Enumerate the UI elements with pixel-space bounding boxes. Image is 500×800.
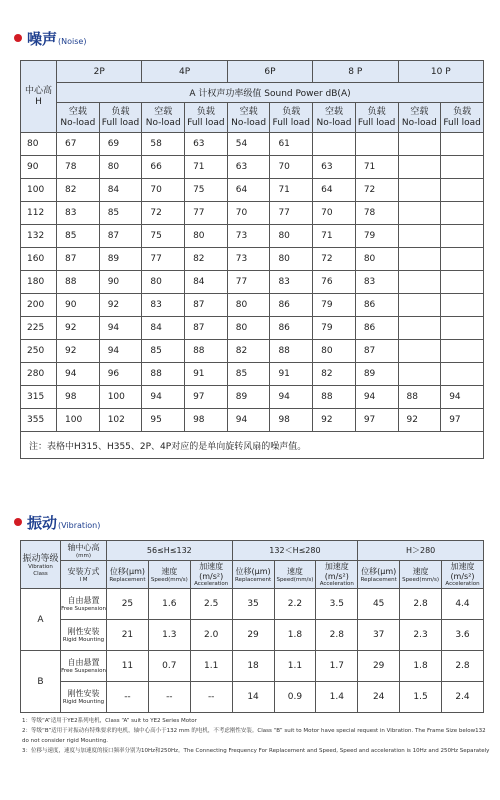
- noload-header: 空载 No-load: [142, 103, 185, 133]
- table-row: [21, 202, 484, 225]
- center-height-cell: 355: [21, 409, 57, 432]
- noise-value-cell: 79: [313, 317, 356, 340]
- vibration-value-cell: 0.9: [274, 682, 316, 713]
- mounting-cell: 刚性安装 Rigid Mounting: [61, 620, 107, 651]
- vibration-value-cell: 2.3: [400, 620, 442, 651]
- table-row: [21, 317, 484, 340]
- noise-value-cell: 85: [99, 202, 142, 225]
- vibration-value-cell: --: [148, 682, 190, 713]
- noise-value-cell: [355, 133, 398, 156]
- center-height-cell: 200: [21, 294, 57, 317]
- noise-value-cell: 84: [99, 179, 142, 202]
- vibration-value-cell: 1.1: [190, 651, 232, 682]
- noise-value-cell: 88: [57, 271, 100, 294]
- noise-value-cell: 86: [355, 294, 398, 317]
- mounting-cell: 刚性安装 Rigid Mounting: [61, 682, 107, 713]
- vibration-value-cell: 29: [232, 620, 274, 651]
- noise-value-cell: 86: [355, 317, 398, 340]
- vibration-value-cell: 2.8: [316, 620, 358, 651]
- noise-value-cell: 102: [99, 409, 142, 432]
- noise-value-cell: 82: [227, 340, 270, 363]
- vibration-table: [20, 540, 484, 713]
- noload-header: 空载 No-load: [398, 103, 441, 133]
- vibration-value-cell: 29: [358, 651, 400, 682]
- noise-value-cell: 84: [185, 271, 228, 294]
- table-row: [21, 620, 484, 651]
- vibration-value-cell: 14: [232, 682, 274, 713]
- vibration-value-cell: 2.0: [190, 620, 232, 651]
- noise-value-cell: 80: [355, 248, 398, 271]
- vibration-value-cell: 1.1: [274, 651, 316, 682]
- vibration-value-cell: 2.8: [442, 651, 484, 682]
- noise-value-cell: [441, 133, 484, 156]
- pole-header: 4P: [142, 61, 227, 83]
- noise-value-cell: [441, 271, 484, 294]
- noise-value-cell: 91: [185, 363, 228, 386]
- noise-value-cell: 75: [142, 225, 185, 248]
- center-height-cell: 112: [21, 202, 57, 225]
- table-row: [21, 225, 484, 248]
- noise-value-cell: 94: [270, 386, 313, 409]
- noise-value-cell: 89: [355, 363, 398, 386]
- speed-header: 速度 Speed(mm/s): [274, 561, 316, 589]
- center-height-cell: 315: [21, 386, 57, 409]
- noise-value-cell: 76: [313, 271, 356, 294]
- vibration-value-cell: 4.4: [442, 589, 484, 620]
- noise-value-cell: 80: [227, 294, 270, 317]
- noise-value-cell: 87: [185, 317, 228, 340]
- mounting-cell: 自由悬置 Free Suspension: [61, 589, 107, 620]
- vibration-value-cell: 1.5: [400, 682, 442, 713]
- noise-value-cell: 72: [355, 179, 398, 202]
- vibration-note: do not consider rigid Mounting.: [22, 738, 109, 744]
- noise-value-cell: [398, 340, 441, 363]
- table-row: [21, 133, 484, 156]
- vibration-value-cell: 2.4: [442, 682, 484, 713]
- acceleration-header: 加速度(m/s²) Acceleration: [316, 561, 358, 589]
- vibration-value-cell: 35: [232, 589, 274, 620]
- noise-value-cell: 72: [142, 202, 185, 225]
- noise-value-cell: 83: [57, 202, 100, 225]
- noise-value-cell: 94: [57, 363, 100, 386]
- noise-value-cell: 63: [313, 156, 356, 179]
- vibration-value-cell: --: [190, 682, 232, 713]
- vibration-value-cell: 2.2: [274, 589, 316, 620]
- noise-value-cell: 80: [99, 156, 142, 179]
- noise-value-cell: 79: [313, 294, 356, 317]
- noise-value-cell: [398, 133, 441, 156]
- noise-value-cell: 98: [270, 409, 313, 432]
- noise-value-cell: 97: [185, 386, 228, 409]
- vibration-note: 3：位移与速度，速度与加速度的接口频率分别为10Hz和250Hz。The Connecting Frequency For Replacement and Speed, Speed and acceleration is 10Hz and 250Hz Separately: [22, 748, 490, 754]
- vibration-value-cell: 25: [107, 589, 149, 620]
- noise-value-cell: 80: [142, 271, 185, 294]
- vibration-value-cell: 1.6: [148, 589, 190, 620]
- noise-value-cell: 70: [227, 202, 270, 225]
- noise-value-cell: 92: [313, 409, 356, 432]
- noise-value-cell: 90: [99, 271, 142, 294]
- noise-value-cell: [441, 248, 484, 271]
- noise-value-cell: 61: [270, 133, 313, 156]
- noise-value-cell: [441, 317, 484, 340]
- noload-header: 空载 No-load: [57, 103, 100, 133]
- noise-value-cell: [398, 363, 441, 386]
- noise-value-cell: 78: [355, 202, 398, 225]
- table-row: [21, 651, 484, 682]
- noise-value-cell: [398, 294, 441, 317]
- center-height-cell: 132: [21, 225, 57, 248]
- vibration-value-cell: 1.7: [316, 651, 358, 682]
- noise-value-cell: 88: [398, 386, 441, 409]
- table-row: [21, 589, 484, 620]
- fullload-header: 负载 Full load: [441, 103, 484, 133]
- noise-value-cell: [441, 202, 484, 225]
- range-header: 132＜H≤280: [232, 541, 358, 561]
- center-height-cell: 280: [21, 363, 57, 386]
- vibration-value-cell: --: [107, 682, 149, 713]
- noise-value-cell: 72: [313, 248, 356, 271]
- noise-value-cell: 86: [270, 294, 313, 317]
- pole-header: 8 P: [313, 61, 398, 83]
- noise-value-cell: 75: [185, 179, 228, 202]
- noise-value-cell: 80: [270, 225, 313, 248]
- table-row: [21, 386, 484, 409]
- noise-value-cell: 77: [227, 271, 270, 294]
- noise-value-cell: 83: [355, 271, 398, 294]
- table-row: [21, 271, 484, 294]
- vibration-value-cell: 24: [358, 682, 400, 713]
- noise-value-cell: [398, 317, 441, 340]
- noise-value-cell: [441, 179, 484, 202]
- noise-value-cell: 92: [57, 340, 100, 363]
- table-row: [21, 156, 484, 179]
- noise-value-cell: 58: [142, 133, 185, 156]
- range-header: 56≤H≤132: [107, 541, 233, 561]
- noise-value-cell: 83: [142, 294, 185, 317]
- noise-value-cell: 63: [227, 156, 270, 179]
- vibration-value-cell: 18: [232, 651, 274, 682]
- pole-header: 10 P: [398, 61, 484, 83]
- noise-value-cell: [313, 133, 356, 156]
- noise-note: 注：表格中H315、H355、2P、4P对应的是单向旋转风扇的噪声值。: [21, 432, 484, 459]
- red-dot-icon: [14, 34, 22, 42]
- noise-value-cell: 82: [313, 363, 356, 386]
- noise-value-cell: 94: [355, 386, 398, 409]
- table-row: [21, 409, 484, 432]
- noload-header: 空载 No-load: [227, 103, 270, 133]
- center-height-cell: 250: [21, 340, 57, 363]
- center-height-cell: 225: [21, 317, 57, 340]
- table-row: [21, 248, 484, 271]
- noise-title-cn: 噪声: [27, 30, 58, 48]
- sound-power-header: A 计权声功率级值 Sound Power dB(A): [57, 83, 484, 103]
- noise-value-cell: 84: [142, 317, 185, 340]
- noise-value-cell: 77: [270, 202, 313, 225]
- noise-value-cell: 88: [142, 363, 185, 386]
- install-method-header: 安装方式 I M: [61, 561, 107, 589]
- vibration-value-cell: 21: [107, 620, 149, 651]
- noise-value-cell: 85: [227, 363, 270, 386]
- fullload-header: 负载 Full load: [185, 103, 228, 133]
- mounting-cell: 自由悬置 Free Suspension: [61, 651, 107, 682]
- noise-value-cell: 79: [355, 225, 398, 248]
- vibration-section-title: [14, 512, 100, 533]
- vibration-note: 1：等级“A”适用于YE2系列电机，Class “A” suit to YE2 Series Motor: [22, 718, 197, 724]
- noise-value-cell: 64: [227, 179, 270, 202]
- vibration-value-cell: 1.8: [274, 620, 316, 651]
- noise-value-cell: 67: [57, 133, 100, 156]
- noise-value-cell: 77: [185, 202, 228, 225]
- axis-height-header: 轴中心高 (mm): [61, 541, 107, 561]
- center-height-cell: 90: [21, 156, 57, 179]
- noise-value-cell: 89: [99, 248, 142, 271]
- noise-value-cell: [398, 156, 441, 179]
- fullload-header: 负载 Full load: [355, 103, 398, 133]
- noise-value-cell: 70: [313, 202, 356, 225]
- noise-value-cell: [398, 225, 441, 248]
- noise-title-en: (Noise): [58, 37, 87, 46]
- noise-value-cell: 69: [99, 133, 142, 156]
- noise-value-cell: 70: [270, 156, 313, 179]
- noise-value-cell: 71: [185, 156, 228, 179]
- noise-value-cell: 98: [185, 409, 228, 432]
- range-header: H＞280: [358, 541, 484, 561]
- noise-value-cell: 86: [270, 317, 313, 340]
- speed-header: 速度 Speed(mm/s): [148, 561, 190, 589]
- vibration-class-header: 振动等级 Vibration Class: [21, 541, 61, 589]
- acceleration-header: 加速度(m/s²) Acceleration: [190, 561, 232, 589]
- noise-value-cell: 71: [270, 179, 313, 202]
- noise-value-cell: [441, 225, 484, 248]
- center-height-cell: 160: [21, 248, 57, 271]
- vibration-value-cell: 3.5: [316, 589, 358, 620]
- displacement-header: 位移(μm) Replacement: [232, 561, 274, 589]
- noise-table: [20, 60, 484, 459]
- table-row: [21, 363, 484, 386]
- noise-value-cell: 77: [142, 248, 185, 271]
- table-row: [21, 340, 484, 363]
- noise-value-cell: 100: [57, 409, 100, 432]
- noise-value-cell: 54: [227, 133, 270, 156]
- noise-value-cell: 97: [355, 409, 398, 432]
- noise-value-cell: 96: [99, 363, 142, 386]
- vibration-value-cell: 3.6: [442, 620, 484, 651]
- noise-value-cell: 70: [142, 179, 185, 202]
- noise-value-cell: [441, 340, 484, 363]
- noise-value-cell: 73: [227, 225, 270, 248]
- noise-value-cell: 94: [227, 409, 270, 432]
- noise-value-cell: [398, 248, 441, 271]
- displacement-header: 位移(μm) Replacement: [358, 561, 400, 589]
- acceleration-header: 加速度(m/s²) Acceleration: [442, 561, 484, 589]
- noise-value-cell: 94: [441, 386, 484, 409]
- vibration-notes: [22, 716, 492, 756]
- noise-value-cell: [398, 202, 441, 225]
- noise-value-cell: [441, 156, 484, 179]
- center-height-cell: 180: [21, 271, 57, 294]
- table-row: [21, 179, 484, 202]
- displacement-header: 位移(μm) Replacement: [107, 561, 149, 589]
- noise-section-title: [14, 28, 86, 49]
- center-height-cell: 100: [21, 179, 57, 202]
- vibration-value-cell: 11: [107, 651, 149, 682]
- noise-value-cell: 82: [57, 179, 100, 202]
- noise-value-cell: 92: [57, 317, 100, 340]
- vibration-value-cell: 45: [358, 589, 400, 620]
- noise-value-cell: [398, 179, 441, 202]
- noise-value-cell: 91: [270, 363, 313, 386]
- noise-value-cell: 92: [99, 294, 142, 317]
- noise-value-cell: 87: [57, 248, 100, 271]
- noise-value-cell: 80: [313, 340, 356, 363]
- red-dot-icon: [14, 518, 22, 526]
- vibration-value-cell: 2.8: [400, 589, 442, 620]
- noise-value-cell: 94: [142, 386, 185, 409]
- vibration-value-cell: 1.3: [148, 620, 190, 651]
- center-height-header: 中心高 H: [21, 61, 57, 133]
- noise-value-cell: 71: [355, 156, 398, 179]
- fullload-header: 负载 Full load: [270, 103, 313, 133]
- vibration-class-cell: A: [21, 589, 61, 651]
- speed-header: 速度 Speed(mm/s): [400, 561, 442, 589]
- vibration-class-cell: B: [21, 651, 61, 713]
- noise-value-cell: 88: [270, 340, 313, 363]
- vibration-title-en: (Vibration): [58, 521, 101, 530]
- vibration-value-cell: 1.4: [316, 682, 358, 713]
- noise-value-cell: 80: [227, 317, 270, 340]
- fullload-header: 负载 Full load: [99, 103, 142, 133]
- noise-value-cell: 80: [270, 248, 313, 271]
- noise-value-cell: 73: [227, 248, 270, 271]
- vibration-value-cell: 0.7: [148, 651, 190, 682]
- noise-value-cell: [441, 363, 484, 386]
- table-row: [21, 682, 484, 713]
- vibration-value-cell: 2.5: [190, 589, 232, 620]
- noise-value-cell: 87: [99, 225, 142, 248]
- noise-value-cell: [398, 271, 441, 294]
- noise-value-cell: 85: [142, 340, 185, 363]
- noise-value-cell: 87: [185, 294, 228, 317]
- noise-value-cell: 98: [57, 386, 100, 409]
- vibration-value-cell: 1.8: [400, 651, 442, 682]
- noise-value-cell: 83: [270, 271, 313, 294]
- center-height-cell: 80: [21, 133, 57, 156]
- vibration-title-cn: 振动: [27, 514, 58, 532]
- noise-value-cell: 95: [142, 409, 185, 432]
- noise-value-cell: 89: [227, 386, 270, 409]
- noload-header: 空载 No-load: [313, 103, 356, 133]
- noise-value-cell: 97: [441, 409, 484, 432]
- noise-value-cell: 71: [313, 225, 356, 248]
- noise-value-cell: 88: [313, 386, 356, 409]
- noise-value-cell: 100: [99, 386, 142, 409]
- noise-value-cell: [441, 294, 484, 317]
- noise-value-cell: 82: [185, 248, 228, 271]
- pole-header: 6P: [227, 61, 312, 83]
- noise-value-cell: 66: [142, 156, 185, 179]
- noise-value-cell: 87: [355, 340, 398, 363]
- noise-value-cell: 80: [185, 225, 228, 248]
- table-row: [21, 294, 484, 317]
- noise-value-cell: 63: [185, 133, 228, 156]
- noise-value-cell: 64: [313, 179, 356, 202]
- noise-value-cell: 85: [57, 225, 100, 248]
- noise-value-cell: 88: [185, 340, 228, 363]
- noise-value-cell: 92: [398, 409, 441, 432]
- noise-value-cell: 90: [57, 294, 100, 317]
- noise-value-cell: 94: [99, 340, 142, 363]
- noise-value-cell: 78: [57, 156, 100, 179]
- vibration-value-cell: 37: [358, 620, 400, 651]
- noise-value-cell: 94: [99, 317, 142, 340]
- vibration-note: 2：等级“B”适用于对振动有特殊要求的电机，轴中心高小于132 mm 的电机，不考虑刚性安装。Class “B” suit to Motor have special request in Vibration. The Frame Size below132: [22, 728, 486, 734]
- pole-header: 2P: [57, 61, 142, 83]
